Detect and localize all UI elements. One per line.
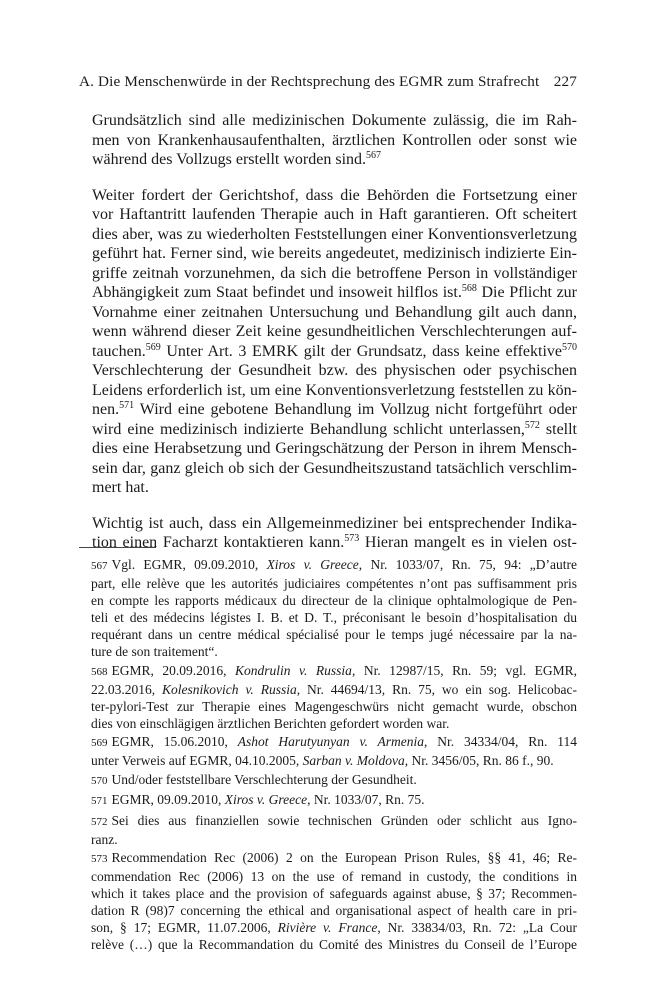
footnote-ref-567[interactable]: 567 xyxy=(366,150,382,161)
text-line: geführt hat. Ferner sind, wie bereits angedeutet, medizinisch indizierte Ein- xyxy=(92,245,577,262)
footnote-ref-572[interactable]: 572 xyxy=(524,419,540,431)
text-line: während des Vollzugs erstellt worden sind.$^{567}$ xyxy=(92,150,382,168)
text-line: wenn während dieser Zeit keine gesundheitlichen Verschlechterungen auf- xyxy=(92,323,577,340)
footnote-line: son, § 17; EGMR, 11.07.2006, Rivière v. France, Nr. 33834/03, Rn. 72: „La Cour xyxy=(91,920,577,935)
footnote-572 xyxy=(79,812,577,848)
paragraph-1 xyxy=(79,111,577,170)
text-line: wird eine medizinisch indizierte Behandlung schlicht unterlassen,$^{572}$ stellt xyxy=(92,419,578,438)
footnote-number: 570 xyxy=(91,774,108,787)
footnote-line xyxy=(79,849,577,868)
footnote-571 xyxy=(79,791,577,810)
footnote-570 xyxy=(79,771,577,790)
footnote-line: unter Verweis auf EGMR, 04.10.2005, Sarban v. Moldova, Nr. 3456/05, Rn. 86 f., 90. xyxy=(91,753,554,768)
footnote-568 xyxy=(79,662,577,732)
text-line: nen.$^{571}$ Wird eine gebotene Behandlung im Vollzug nicht fortgeführt oder xyxy=(92,400,577,418)
footnote-569 xyxy=(79,733,577,769)
text-line: griffe zeitnah vorzunehmen, da sich die betroffene Person in vollständiger xyxy=(92,264,577,282)
footnote-number: 569 xyxy=(91,737,108,749)
text-line: Vornahme einer zeitnahen Untersuchung und Behandlung gilt auch dann, xyxy=(92,303,577,321)
text-line: Grundsätzlich sind alle medizinischen Dokumente zulässig, die im Rah- xyxy=(92,112,577,129)
footnote-number: 567 xyxy=(91,560,108,572)
footnote-line: commendation Rec (2006) 13 on the use of remand in custody, the conditions in xyxy=(91,869,577,884)
footnote-573 xyxy=(79,849,577,953)
page-number: 227 xyxy=(553,73,577,90)
footnote-line xyxy=(79,771,577,790)
footnote-line: 22.03.2016, Kolesnikovich v. Russia, Nr. 44694/13, Rn. 75, wo ein sog. Helicobac- xyxy=(91,681,578,697)
text-line: Abhängigkeit zum Staat befindet und insoweit hilflos ist.$^{568}$ Die Pflicht zur xyxy=(92,283,577,301)
footnote-line: ranz. xyxy=(91,831,118,847)
text-line: Weiter fordert der Gerichtshof, dass die Behörden die Fortsetzung einer xyxy=(92,186,577,204)
paragraph-2 xyxy=(79,186,577,498)
footnote-line: ter-pylori-Test zur Therapie eines Magengeschwürs nicht gemacht wurde, obschon xyxy=(91,698,577,714)
footnote-text: Recommendation Rec (2006) 2 on the European Prison Rules, §§ 41, 46; Re- xyxy=(111,850,577,865)
footnote-ref-570[interactable]: 570 xyxy=(562,341,577,353)
footnote-line: 568 EGMR, 20.09.2016, Kondrulin v. Russia, Nr. 12987/15, Rn. 59; vgl. EGMR, xyxy=(91,662,577,678)
footnote-line xyxy=(79,812,577,831)
text-line: sein dar, ganz gleich ob sich der Gesundheitszustand tatsächlich verschlim- xyxy=(92,459,577,477)
footnotes xyxy=(79,556,577,955)
footnote-line: 567 Vgl. EGMR, 09.09.2010, Xiros v. Greece, Nr. 1033/07, Rn. 75, 94: „D’autre xyxy=(91,557,577,572)
text-line: Verschlechterung der Gesundheit bzw. des physischen oder psychischen xyxy=(92,362,577,379)
footnote-line: ture de son traitement“. xyxy=(91,644,218,659)
footnote-line: 571 EGMR, 09.09.2010, Xiros v. Greece, Nr. 1033/07, Rn. 75. xyxy=(91,792,425,807)
footnote-line: 569 EGMR, 15.06.2010, Ashot Harutyunyan v. Armenia, Nr. 34334/04, Rn. 114 xyxy=(91,734,577,749)
footnote-line: teli et des médecins légistes I. B. et D. T., préconisant le besoin d’hospitalisation du xyxy=(91,610,577,625)
running-title: A. Die Menschenwürde in der Rechtsprechung des EGMR zum Strafrecht xyxy=(79,73,540,90)
footnote-number: 572 xyxy=(91,815,108,828)
footnote-number: 571 xyxy=(91,795,108,807)
text-line: men von Krankenhausaufenthalten, ärztlichen Kontrollen oder sonst wie xyxy=(92,131,577,149)
text-line: Wichtig ist auch, dass ein Allgemeinmediziner bei entsprechender Indika- xyxy=(92,514,577,532)
footnote-number: 573 xyxy=(91,853,108,865)
footnote-line: which it takes place and the provision of safeguards against abuse, § 37; Recommen- xyxy=(91,886,577,901)
text-line: Leidens erforderlich ist, um eine Konventionsverletzung feststellen zu kön- xyxy=(92,381,577,399)
footnote-line: dation R (98)7 concerning the ethical and organisational aspect of health care in pri- xyxy=(91,903,577,918)
footnote-ref-569[interactable]: 569 xyxy=(145,341,161,353)
main-text xyxy=(79,111,577,553)
text-line: vor Haftantritt laufenden Therapie auch in Haft garantieren. Oft scheitert xyxy=(92,206,577,223)
footnote-line: part, elle relève que les autorités judiciaires compétentes n’ont pas suffisamment pris xyxy=(91,576,577,591)
footnote-ref-571[interactable]: 571 xyxy=(119,400,135,411)
running-header xyxy=(79,73,577,91)
footnote-ref-568[interactable]: 568 xyxy=(461,283,477,294)
footnote-line: en compte les rapports médicaux du directeur de la clinique ophtalmologique de Pen- xyxy=(91,593,577,608)
text-line: dies eine Herabsetzung und Geringschätzung der Person in ihrem Mensch- xyxy=(92,440,577,457)
footnote-line: dies von einschlägigen ärztlichen Berichten gefordert worden war. xyxy=(91,715,450,731)
footnote-567 xyxy=(79,556,577,660)
text-line: tion einen Facharzt kontaktieren kann.$^{573}$ Hieran mangelt es in vielen ost- xyxy=(92,533,578,551)
footnote-separator xyxy=(79,547,156,548)
footnote-ref-573[interactable]: 573 xyxy=(344,533,360,544)
footnote-line: requérant dans un centre médical spécialisé pour le temps jugé nécessaire par la na- xyxy=(91,627,577,642)
footnote-text: Sei dies aus finanziellen sowie technischen Gründen oder schlicht aus Igno- xyxy=(111,812,577,828)
footnote-number: 568 xyxy=(91,665,108,678)
text-line: dies aber, was zu wiederholten Feststellungen einer Konventionsverletzung xyxy=(92,225,577,243)
text-line: tauchen.$^{569}$ Unter Art. 3 EMRK gilt der Grundsatz, dass keine effektive$^{570}$ xyxy=(92,341,577,360)
footnote-text: Und/oder feststellbare Verschlechterung der Gesundheit. xyxy=(111,771,417,787)
text-line: mert hat. xyxy=(92,479,149,496)
footnote-line: relève (…) que la Recommandation du Comité des Ministres du Conseil de l’Europe xyxy=(91,937,577,952)
